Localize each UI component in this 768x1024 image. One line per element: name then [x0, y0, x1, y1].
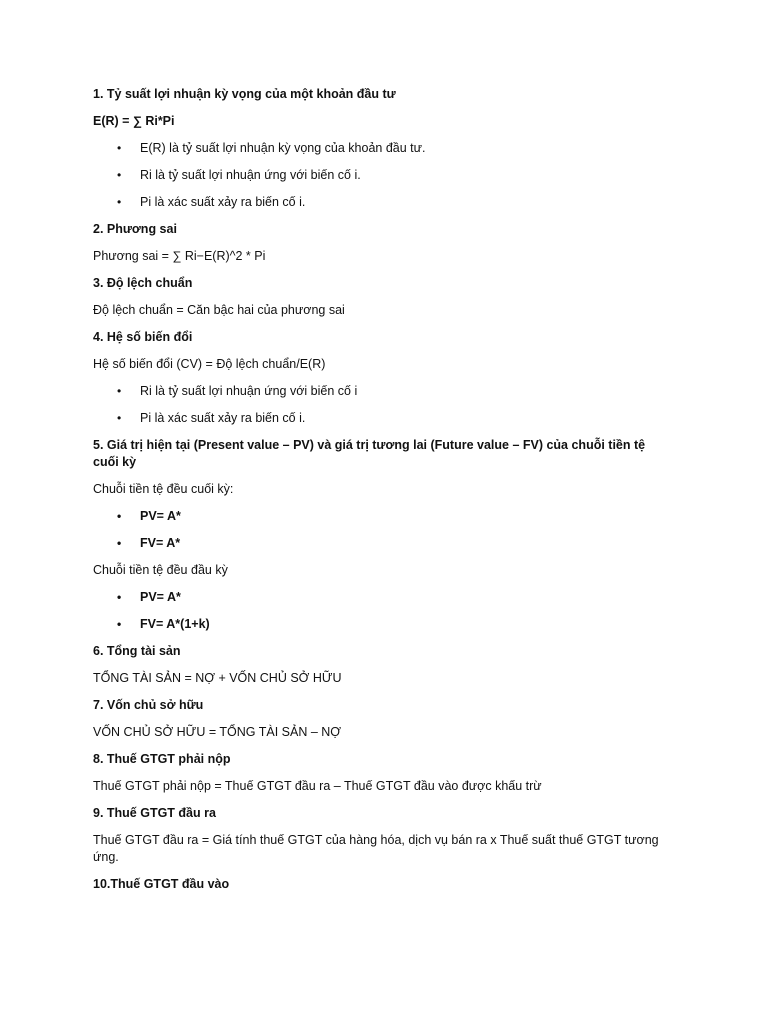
section-4-heading: 4. Hệ số biến đổi [93, 330, 193, 344]
list-item-text: Ri là tỷ suất lợi nhuận ứng với biến cố i. [140, 168, 361, 182]
bullet-icon: • [117, 590, 122, 604]
section-6-text: TỔNG TÀI SẢN = NỢ + VỐN CHỦ SỞ HỮU [93, 671, 342, 685]
section-4-bullet-list [93, 383, 673, 427]
bullet-icon: • [117, 168, 122, 182]
section-5-start-bullet-list [93, 589, 673, 633]
list-item [93, 589, 673, 606]
section-5-end-bullet-list [93, 508, 673, 552]
bullet-icon: • [117, 509, 122, 523]
list-item-text: FV= A* [140, 536, 181, 550]
list-item [93, 167, 673, 184]
list-item [93, 508, 673, 525]
section-1-formula: E(R) = ∑ Ri*Pi [93, 114, 175, 128]
list-item [93, 194, 673, 211]
section-4-text: Hệ số biến đổi (CV) = Độ lệch chuẩn/E(R) [93, 357, 326, 371]
bullet-icon: • [117, 195, 122, 209]
section-1-heading: 1. Tỷ suất lợi nhuận kỳ vọng của một khoản đầu tư [93, 87, 396, 101]
section-5-subheading-end: Chuỗi tiền tệ đều cuối kỳ: [93, 482, 234, 496]
list-item-text: E(R) là tỷ suất lợi nhuận kỳ vọng của khoản đầu tư. [140, 141, 426, 155]
section-7-text: VỐN CHỦ SỞ HỮU = TỔNG TÀI SẢN – NỢ [93, 725, 342, 739]
section-3-text: Độ lệch chuẩn = Căn bậc hai của phương sai [93, 303, 345, 317]
list-item [93, 383, 673, 400]
list-item-text: PV= A* [140, 590, 181, 604]
section-6-heading: 6. Tổng tài sản [93, 644, 181, 658]
bullet-icon: • [117, 411, 122, 425]
section-2-heading: 2. Phương sai [93, 222, 177, 236]
bullet-icon: • [117, 536, 122, 550]
section-9-heading: 9. Thuế GTGT đầu ra [93, 806, 216, 820]
bullet-icon: • [117, 141, 122, 155]
section-7-heading: 7. Vốn chủ sở hữu [93, 698, 204, 712]
list-item-text: Ri là tỷ suất lợi nhuận ứng với biến cố i [140, 384, 358, 398]
section-10-heading: 10.Thuế GTGT đầu vào [93, 877, 230, 891]
section-3-heading: 3. Độ lệch chuẩn [93, 276, 193, 290]
list-item [93, 535, 673, 552]
list-item-text: FV= A*(1+k) [140, 617, 210, 631]
section-2-text: Phương sai = ∑ Ri−E(R)^2 * Pi [93, 249, 266, 263]
list-item [93, 140, 673, 157]
section-8-text: Thuế GTGT phải nộp = Thuế GTGT đầu ra – Thuế GTGT đầu vào được khấu trừ [93, 779, 542, 793]
list-item-text: Pi là xác suất xảy ra biến cố i. [140, 411, 306, 425]
list-item [93, 410, 673, 427]
section-5-heading: 5. Giá trị hiện tại (Present value – PV) và giá trị tương lai (Future value – FV) của chuỗi tiền tệ cuối kỳ [93, 438, 646, 469]
section-5-subheading-start: Chuỗi tiền tệ đều đầu kỳ [93, 563, 228, 577]
section-9-text: Thuế GTGT đầu ra = Giá tính thuế GTGT của hàng hóa, dịch vụ bán ra x Thuế suất thuế GTGT tương ứng. [93, 833, 659, 864]
section-1-bullet-list [93, 140, 673, 211]
list-item [93, 616, 673, 633]
bullet-icon: • [117, 384, 122, 398]
document-page [93, 86, 673, 903]
bullet-icon: • [117, 617, 122, 631]
list-item-text: PV= A* [140, 509, 181, 523]
section-8-heading: 8. Thuế GTGT phải nộp [93, 752, 231, 766]
list-item-text: Pi là xác suất xảy ra biến cố i. [140, 195, 306, 209]
